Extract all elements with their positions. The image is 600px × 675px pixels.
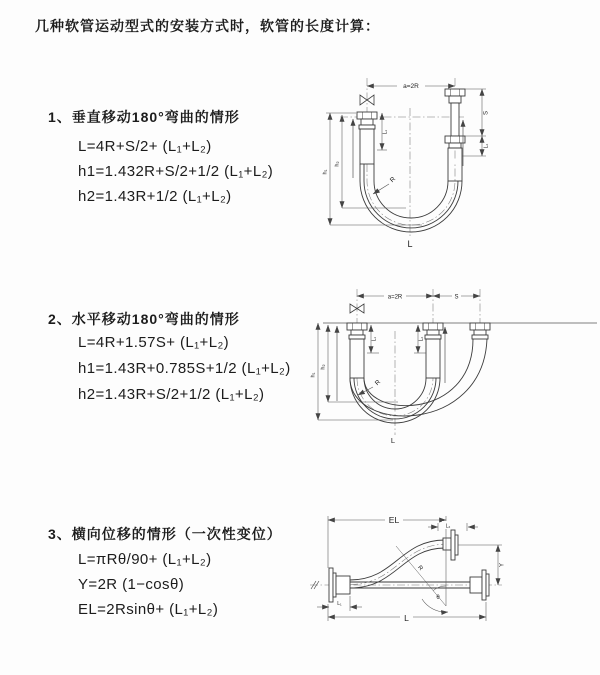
formula-line: EL=2Rsinθ+ (L₁+L₂) <box>78 601 219 618</box>
formula-line: h1=1.43R+0.785S+1/2 (L₁+L₂) <box>78 360 291 377</box>
formula-line: Y=2R (1−cosθ) <box>78 576 185 593</box>
dimension-l1 <box>377 113 389 150</box>
dimension-radius <box>373 176 397 194</box>
dim-label-h1: h₁ <box>322 169 329 175</box>
left-flange-fitting <box>329 568 350 602</box>
dim-label-l1: L₁ <box>371 336 378 342</box>
dim-label-h1: h₁ <box>310 372 317 378</box>
dimension-l2 <box>482 136 490 156</box>
dim-label-h2: h₂ <box>320 364 327 370</box>
formula-line: L=4R+1.57S+ (L₁+L₂) <box>78 334 230 351</box>
dim-label-l2: L₂ <box>445 523 451 530</box>
dim-label-h2: h₂ <box>334 161 341 167</box>
section1-heading: 1、垂直移动180°弯曲的情形 <box>48 109 240 125</box>
diagram-horizontal-bend <box>305 283 600 458</box>
left-pipe-fitting <box>347 323 367 378</box>
diagram-vertical-bend <box>310 66 600 266</box>
dim-label-l2: L₂ <box>418 336 425 342</box>
dim-label-l1: L₁ <box>382 129 389 135</box>
right-pipe-fitting <box>445 89 465 181</box>
hose-u-bend <box>360 164 462 232</box>
right-lower-fitting <box>470 570 489 600</box>
dim-label-el: EL <box>388 515 400 525</box>
dim-label-y: Y <box>499 562 506 568</box>
dim-label-radius: R <box>373 378 383 388</box>
dim-label-a2r: a=2R <box>403 83 419 90</box>
dimension-a2r <box>357 291 433 301</box>
centerlines <box>340 78 464 236</box>
dimension-l <box>328 602 486 623</box>
angle-construction <box>396 546 448 612</box>
dim-label-length: L <box>390 436 396 445</box>
upper-right-flange <box>443 530 458 560</box>
dim-label-length: L <box>407 239 413 249</box>
dimension-l1 <box>317 596 362 611</box>
dimension-radius <box>358 379 382 395</box>
dim-label-radius: R <box>416 564 424 572</box>
formula-line: L=πRθ/90+ (L₁+L₂) <box>78 551 212 568</box>
section3-heading: 3、横向位移的情形（一次性变位） <box>48 526 282 542</box>
section2-heading: 2、水平移动180°弯曲的情形 <box>48 311 240 327</box>
diagram-lateral-displacement <box>300 498 600 648</box>
formula-line: h2=1.43R+1/2 (L₁+L₂) <box>78 188 232 205</box>
hose-u-bend-position2 <box>350 336 487 416</box>
left-pipe-fitting <box>357 112 377 164</box>
dim-label-l1: L₁ <box>337 601 342 607</box>
formula-line: h1=1.432R+S/2+1/2 (L₁+L₂) <box>78 163 274 180</box>
dim-label-length: L <box>404 613 409 623</box>
angle-label-theta: θ <box>436 595 440 601</box>
dim-label-radius: R <box>388 175 398 185</box>
formula-line: L=4R+S/2+ (L₁+L₂) <box>78 138 212 155</box>
page-title: 几种软管运动型式的安装方式时，软管的长度计算： <box>35 18 380 34</box>
dimension-a2r <box>367 80 455 90</box>
dimension-l2 <box>428 521 478 531</box>
dim-label-s: S <box>454 294 459 301</box>
dimension-l1 <box>367 325 379 353</box>
hose-s-curve <box>350 540 448 588</box>
dimension-s <box>433 291 480 301</box>
dim-label-l2: L₂ <box>483 143 490 149</box>
dim-label-s: S <box>483 110 490 116</box>
middle-pipe-fitting <box>423 323 443 378</box>
formula-line: h2=1.43R+S/2+1/2 (L₁+L₂) <box>78 386 265 403</box>
dim-label-a2r: a=2R <box>387 294 403 301</box>
right-pipe-fitting <box>470 323 490 339</box>
